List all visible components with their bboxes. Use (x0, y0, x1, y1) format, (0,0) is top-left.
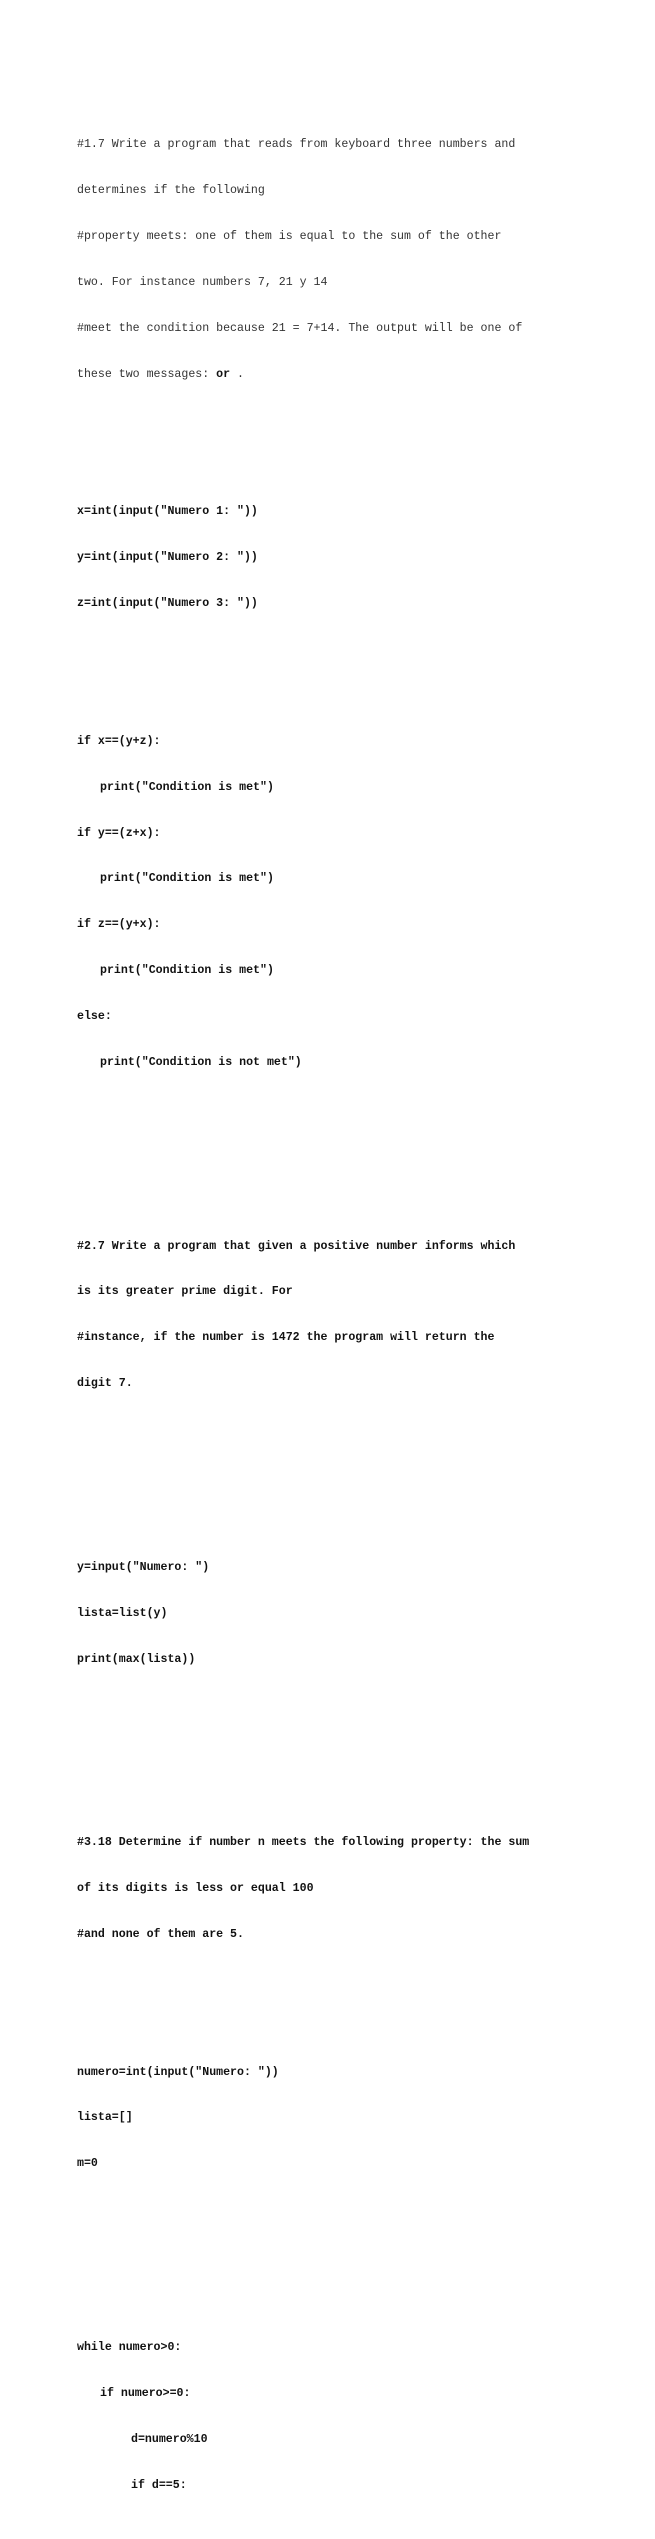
spacer (77, 1437, 637, 1452)
section3-code-line: numero=int(input("Numero: ")) (77, 2065, 279, 2079)
section2-code-line: y=input("Numero: ") (77, 1560, 210, 1574)
spacer (77, 2263, 637, 2278)
section1-comment-line: #property meets: one of them is equal to the sum of the other (77, 229, 502, 243)
spacer (77, 657, 637, 672)
spacer (77, 1162, 637, 1177)
section1-comment-line: #1.7 Write a program that reads from keyboard three numbers and (77, 138, 516, 152)
spacer (77, 1116, 637, 1131)
spacer (77, 1988, 637, 2003)
section2-code-line: lista=list(y) (77, 1606, 168, 1620)
section1-code-line: if z==(y+x): (77, 918, 161, 932)
section2-code-line: print(max(lista)) (77, 1652, 196, 1666)
document-body (77, 76, 637, 2539)
section1-comment-last-prefix: these two messages: (77, 367, 217, 381)
section3-code-line: if d==5: (131, 2478, 187, 2492)
section3-code-line: if numero>=0: (100, 2386, 191, 2400)
section3-code-line: d=numero%10 (131, 2432, 208, 2446)
section1-code-line: print("Condition is not met") (100, 1056, 302, 1069)
section1-code-line: print("Condition is met") (100, 780, 274, 794)
section1-code-line: if y==(z+x): (77, 826, 161, 840)
section1-code-line: if x==(y+z): (77, 734, 161, 748)
section2-comment-line: digit 7. (77, 1377, 133, 1391)
section1-comment-line: two. For instance numbers 7, 21 y 14 (77, 275, 328, 289)
section1-code-line: z=int(input("Numero 3: ")) (77, 597, 258, 611)
spacer (77, 2218, 637, 2233)
section1-comment-last-line (77, 367, 637, 382)
section2-comment-line: #instance, if the number is 1472 the program will return the (77, 1331, 495, 1345)
section1-comment-last-suffix: . (230, 367, 244, 381)
section3-code-line: while numero>0: (77, 2340, 182, 2354)
section2-comment-line: #2.7 Write a program that given a positive number informs which (77, 1239, 516, 1253)
section3-comment-line: of its digits is less or equal 100 (77, 1882, 314, 1896)
section1-code-line: else: (77, 1010, 112, 1024)
spacer (77, 1759, 637, 1774)
section3-code-line: m=0 (77, 2157, 98, 2171)
section1-code-line: y=int(input("Numero 2: ")) (77, 551, 258, 565)
section1-comment-line: determines if the following (77, 184, 265, 198)
spacer (77, 1483, 637, 1498)
section1-code-line: x=int(input("Numero 1: ")) (77, 505, 258, 519)
spacer (77, 428, 637, 443)
section1-code-line: print("Condition is met") (100, 872, 274, 886)
section3-code-line: lista=[] (77, 2111, 133, 2125)
section1-code-line: print("Condition is met") (100, 964, 274, 978)
section2-comment-line: is its greater prime digit. For (77, 1285, 293, 1299)
section3-comment-line: #and none of them are 5. (77, 1927, 244, 1941)
section1-comment-line: #meet the condition because 21 = 7+14. The output will be one of (77, 321, 523, 335)
spacer (77, 1713, 637, 1728)
section1-comment-last-bold: or (216, 367, 231, 381)
section3-comment-line: #3.18 Determine if number n meets the following property: the sum (77, 1836, 530, 1850)
